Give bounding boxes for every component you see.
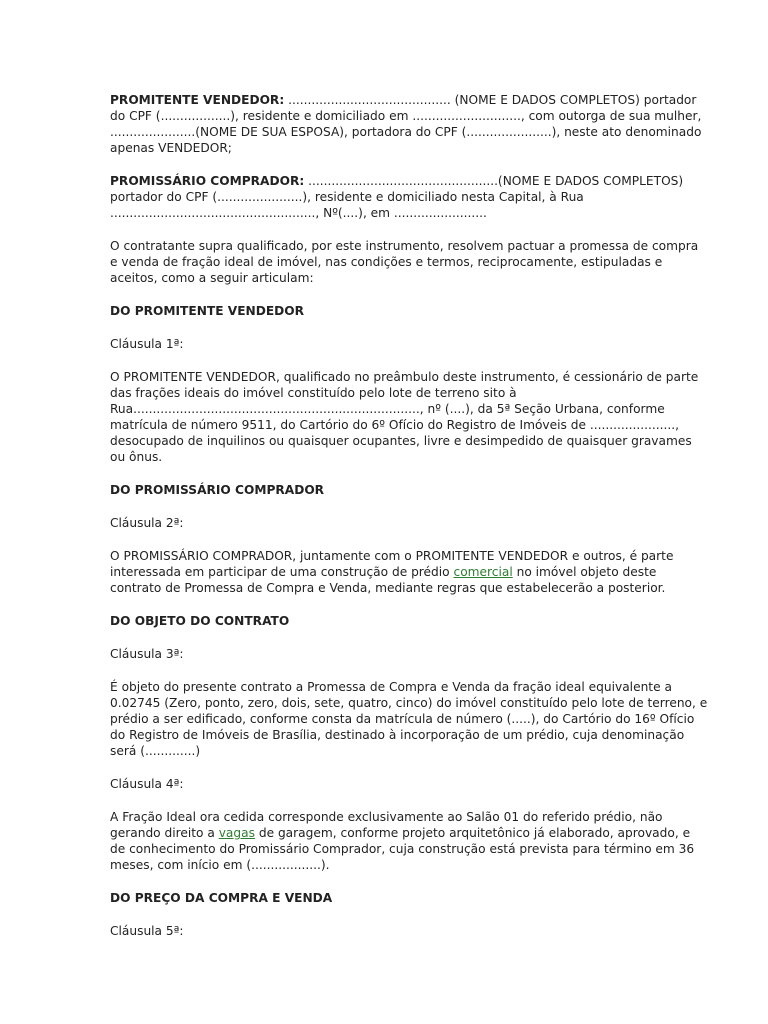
section-heading-promissario-comprador: DO PROMISSÁRIO COMPRADOR — [110, 483, 325, 497]
clausula-1-title: Cláusula 1ª: — [110, 337, 184, 351]
clausula-4-text — [110, 809, 708, 873]
section-heading-objeto-contrato: DO OBJETO DO CONTRATO — [110, 614, 290, 628]
promissario-comprador-label: PROMISSÁRIO COMPRADOR: — [110, 174, 305, 188]
intro-paragraph: O contratante supra qualificado, por este instrumento, resolvem pactuar a promessa de compra e venda de fração ideal de imóvel, nas condições e termos, reciprocamente, estipuladas e aceitos, como a seguir articulam: — [110, 239, 699, 285]
clausula-1-text: O PROMITENTE VENDEDOR, qualificado no preâmbulo deste instrumento, é cessionário de parte das frações ideais do imóvel constituído pelo lote de terreno sito à Rua.........................................................................., nº (....), da 5ª Seção Urbana, conforme matrícula de número 9511, do Cartório do 6º Ofício do Registro de Imóveis de ......................, desocupado de inquilinos ou quaisquer ocupantes, livre e desimpedido de quaisquer gravames ou ônus. — [110, 370, 699, 464]
vagas-link[interactable]: vagas — [218, 826, 255, 840]
promitente-vendedor-paragraph — [110, 92, 708, 156]
promitente-vendedor-label: PROMITENTE VENDEDOR: — [110, 93, 285, 107]
promissario-comprador-paragraph — [110, 173, 708, 221]
clausula-4-text-after: de garagem, conforme projeto arquitetônico já elaborado, aprovado, e de conhecimento do Promissário Comprador, cuja construção está prevista para término em 36 meses, com início em (..................). — [110, 826, 695, 872]
section-heading-preco: DO PREÇO DA COMPRA E VENDA — [110, 891, 333, 905]
promitente-vendedor-text: .......................................... (NOME E DADOS COMPLETOS) portador do CPF (..................), residente e domiciliado em ............................, com outorga de sua mulher, ......................(NOME DE SUA ESPOSA), portadora do CPF (......................), neste ato denominado apenas VENDEDOR; — [110, 93, 702, 155]
clausula-5-title: Cláusula 5ª: — [110, 924, 184, 938]
clausula-2-title: Cláusula 2ª: — [110, 516, 184, 530]
promissario-comprador-text: .................................................(NOME E DADOS COMPLETOS) portador do CPF (......................), residente e domiciliado nesta Capital, à Rua ....................................................., Nº(....), em ........................ — [110, 174, 684, 220]
clausula-4-title: Cláusula 4ª: — [110, 777, 184, 791]
comercial-link[interactable]: comercial — [453, 565, 513, 579]
clausula-3-title: Cláusula 3ª: — [110, 647, 184, 661]
clausula-2-text-before: O PROMISSÁRIO COMPRADOR, juntamente com o PROMITENTE VENDEDOR e outros, é parte interessada em participar de uma construção de prédio — [110, 549, 674, 579]
clausula-4-text-before: A Fração Ideal ora cedida corresponde exclusivamente ao Salão 01 do referido prédio, não gerando direito a — [110, 810, 663, 840]
clausula-2-text — [110, 548, 708, 596]
section-heading-promitente-vendedor: DO PROMITENTE VENDEDOR — [110, 304, 305, 318]
clausula-3-text: É objeto do presente contrato a Promessa de Compra e Venda da fração ideal equivalente a 0.02745 (Zero, ponto, zero, dois, sete, quatro, cinco) do imóvel constituído pelo lote de terreno, e prédio a ser edificado, conforme consta da matrícula de número (.....), do Cartório do 16º Ofício do Registro de Imóveis de Brasília, destinado à incorporação de um prédio, cuja denominação será (.............) — [110, 680, 708, 758]
clausula-2-text-after: no imóvel objeto deste contrato de Promessa de Compra e Venda, mediante regras que estabelecerão a posterior. — [110, 565, 666, 595]
